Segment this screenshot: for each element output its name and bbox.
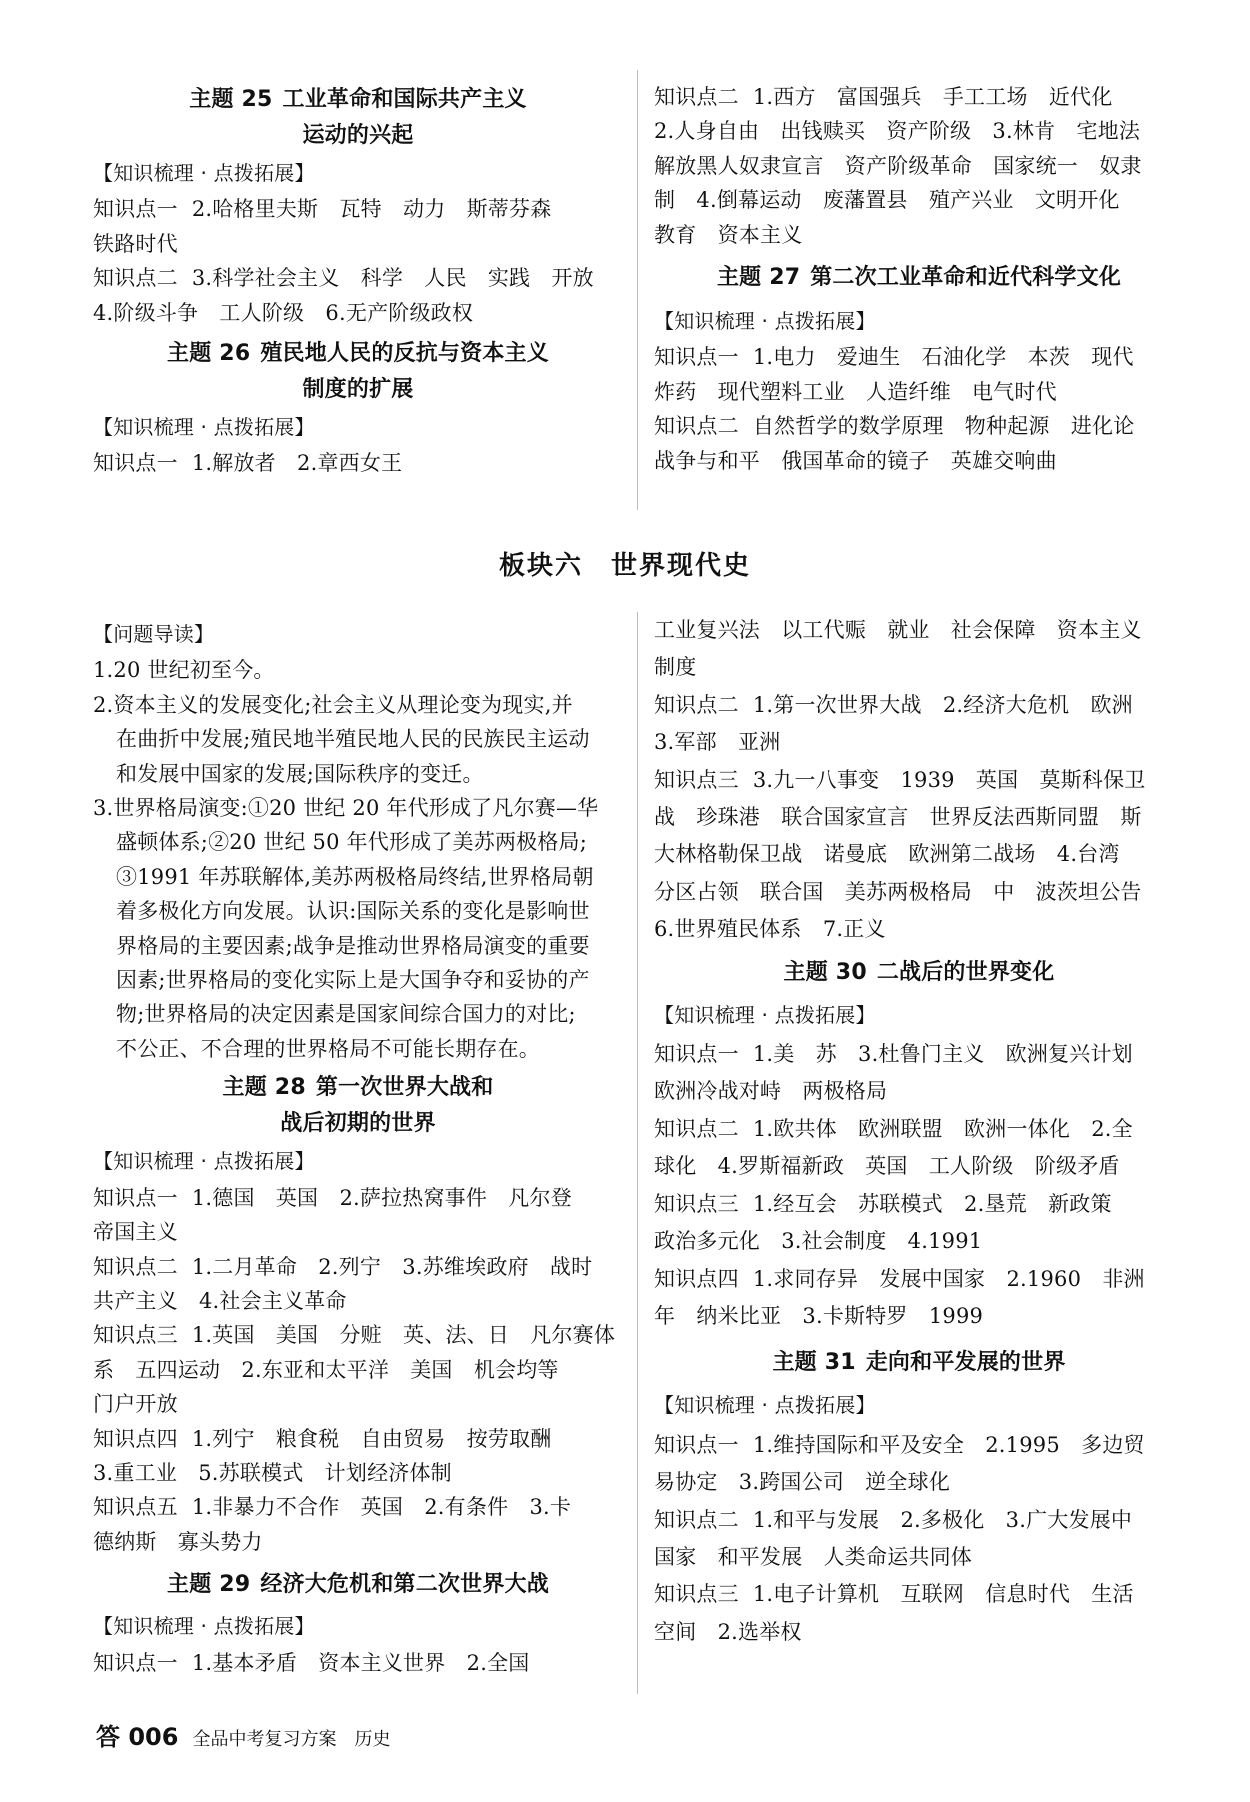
knowledge-point: 知识点二 1.欧共体 欧洲联盟 欧洲一体化 2.全 [654,1116,1133,1141]
knowledge-point: 知识点四 1.求同存异 发展中国家 2.1960 非洲 [654,1266,1145,1291]
knowledge-point: 知识点二 自然哲学的数学原理 物种起源 进化论 [654,414,1135,439]
knowledge-point: 知识点一 2.哈格里夫斯 瓦特 动力 斯蒂芬森 [93,197,552,222]
book-title: 全品中考复习方案 历史 [192,1729,391,1750]
knowledge-point: 知识点一 1.电力 爱迪生 石油化学 本茨 现代 [654,345,1134,370]
topic-25-title: 主题 25 工业革命和国际共产主义 运动的兴起 [189,87,527,148]
column-divider [637,70,638,510]
knowledge-point: 知识点一 1.维持国际和平及安全 2.1995 多边贸 [654,1432,1145,1457]
topic-26-title: 主题 26 殖民地人民的反抗与资本主义 制度的扩展 [167,341,549,403]
knowledge-point: 知识点一 1.德国 英国 2.萨拉热窝事件 凡尔登 [93,1185,572,1210]
knowledge-point: 知识点一 1.基本矛盾 资本主义世界 2.全国 [93,1650,530,1675]
section-heading: 【问题导读】 [93,622,215,646]
knowledge-point: 知识点三 1.经互会 苏联模式 2.垦荒 新政策 [654,1191,1112,1216]
section-heading: 【知识梳理 · 点拨拓展】 [654,1002,876,1027]
column-divider [637,612,638,1694]
page-number: 答 006 [96,1723,179,1751]
topic-number: 主题 31 [772,1350,856,1376]
section-heading: 【知识梳理 · 点拨拓展】 [93,1614,315,1639]
section-heading: 【知识梳理 · 点拨拓展】 [93,415,315,440]
knowledge-point: 知识点二 3.科学社会主义 科学 人民 实践 开放 [93,266,594,291]
section-heading: 【知识梳理 · 点拨拓展】 [654,1393,876,1418]
top-left-column: 主题 25 工业革命和国际共产主义 运动的兴起 【知识梳理 · 点拨拓展】 知识点一 2.哈格里夫斯 瓦特 动力 斯蒂芬森 铁路时代 知识点二 3.科学社会主义 科学 人民 实践 开放 4.阶级斗争 工人阶级 6.无产阶级政权 主题 26 殖民地人民的反抗与资本主义 制度的扩展 【知识梳理 · 点拨拓展】 知识点一 1.解放者 2.章西女王 [93,78,623,481]
top-right-column: 知识点二 1.西方 富国强兵 手工工场 近代化 2.人身自由 出钱赎买 资产阶级 3.林肯 宅地法 解放黑人奴隶宣言 资产阶级革命 国家统一 奴隶 制 4.倒幕运动 废藩置县 殖产兴业 文明开化 教育 资本主义 主题 27 第二次工业革命和近代科学文化 【知识梳理 · 点拨拓展】 知识点一 1.电力 爱迪生 石油化学 本茨 现代 炸药 现代塑料工业 人造纤维 电气时代 知识点二 自然哲学的数学原理 物种起源 进化论 战争与和平 俄国革命的镜子 英雄交响曲 [654,80,1184,478]
page-footer [96,1717,390,1752]
block-title: 板块六 世界现代史 [498,551,751,581]
knowledge-point: 知识点二 1.和平与发展 2.多极化 3.广大发展中 [654,1507,1133,1532]
section-heading: 【知识梳理 · 点拨拓展】 [93,1149,315,1174]
topic-number: 主题 27 [716,265,801,291]
knowledge-point: 知识点二 1.二月革命 2.列宁 3.苏维埃政府 战时 [93,1254,593,1279]
bottom-right-column: 工业复兴法 以工代赈 就业 社会保障 资本主义 制度 知识点二 1.第一次世界大战 2.经济大危机 欧洲 3.军部 亚洲 知识点三 3.九一八事变 1939 英国 莫斯科保卫 战 珍珠港 联合国家宣言 世界反法西斯同盟 斯 大林格勒保卫战 诺曼底 欧洲第二战场 4.台湾 分区占领 联合国 美苏两极格局 中 波茨坦公告 6.世界殖民体系 7.正义 主题 30 二战后的世界变化 【知识梳理 · 点拨拓展】 知识点一 1.美 苏 3.杜鲁门主义 欧洲复兴计划 欧洲冷战对峙 两极格局 知识点二 1.欧共体 欧洲联盟 欧洲一体化 2.全 球化 4.罗斯福新政 英国 工人阶级 阶级矛盾 知识点三 1.经互会 苏联模式 2.垦荒 新政策 政治多元化 3.社会制度 4.1991 知识点四 1.求同存异 发展中国家 2.1960 非洲 年 纳米比亚 3.卡斯特罗 1999 主题 31 走向和平发展的世界 【知识梳理 · 点拨拓展】 知识点一 1.维持国际和平及安全 2.1995 多边贸 易协定 3.跨国公司 逆全球化 知识点二 1.和平与发展 2.多极化 3.广大发展中 国家 和平发展 人类命运共同体 知识点三 1.电子计算机 互联网 信息时代 生活 空间 2.选举权 [654,612,1184,1651]
topic-28-title: 主题 28 第一次世界大战和 战后初期的世界 [222,1075,494,1137]
section-heading: 【知识梳理 · 点拨拓展】 [93,161,315,185]
topic-number: 主题 30 [783,959,867,985]
topic-number: 主题 29 [167,1572,251,1598]
topic-31-title: 主题 31 走向和平发展的世界 [772,1350,1066,1376]
knowledge-point: 知识点一 1.美 苏 3.杜鲁门主义 欧洲复兴计划 [654,1042,1133,1067]
knowledge-point: 知识点三 1.电子计算机 互联网 信息时代 生活 [654,1582,1134,1607]
knowledge-point: 知识点二 1.第一次世界大战 2.经济大危机 欧洲 [654,692,1133,717]
knowledge-point: 知识点五 1.非暴力不合作 英国 2.有条件 3.卡 [93,1495,572,1520]
topic-number: 主题 25 [189,87,273,112]
topic-30-title: 主题 30 二战后的世界变化 [783,959,1055,985]
knowledge-point: 知识点三 3.九一八事变 1939 英国 莫斯科保卫 [654,767,1146,792]
knowledge-point: 知识点一 1.解放者 2.章西女王 [93,451,403,476]
knowledge-point: 知识点三 1.英国 美国 分赃 英、法、日 凡尔赛体 [93,1323,616,1348]
knowledge-point: 知识点二 1.西方 富国强兵 手工工场 近代化 [654,85,1113,109]
knowledge-point: 知识点四 1.列宁 粮食税 自由贸易 按劳取酬 [93,1426,552,1451]
topic-27-title: 主题 27 第二次工业革命和近代科学文化 [716,265,1122,291]
topic-29-title: 主题 29 经济大危机和第二次世界大战 [167,1572,549,1598]
section-heading: 【知识梳理 · 点拨拓展】 [654,309,876,334]
bottom-left-column: 【问题导读】 1.20 世纪初至今。 2.资本主义的发展变化;社会主义从理论变为现实,并 在曲折中发展;殖民地半殖民地人民的民族民主运动 和发展中国家的发展;国际秩序的变迁。 3.世界格局演变:①20 世纪 20 年代形成了凡尔赛—华 盛顿体系;②20 世纪 50 年代形成了美苏两极格局; ③1991 年苏联解体,美苏两极格局终结,世界格局朝 着多极化方向发展。认识:国际关系的变化是影响世 界格局的主要因素;战争是推动世界格局演变的重要 因素;世界格局的变化实际上是大国争夺和妥协的产 物;世界格局的决定因素是国家间综合国力的对比; 不公正、不合理的世界格局不可能长期存在。 主题 28 第一次世界大战和 战后初期的世界 【知识梳理 · 点拨拓展】 知识点一 1.德国 英国 2.萨拉热窝事件 凡尔登 帝国主义 知识点二 1.二月革命 2.列宁 3.苏维埃政府 战时 共产主义 4.社会主义革命 知识点三 1.英国 美国 分赃 英、法、日 凡尔赛体 系 五四运动 2.东亚和太平洋 美国 机会均等 门户开放 知识点四 1.列宁 粮食税 自由贸易 按劳取酬 3.重工业 5.苏联模式 计划经济体制 知识点五 1.非暴力不合作 英国 2.有条件 3.卡 德纳斯 寡头势力 主题 29 经济大危机和第二次世界大战 【知识梳理 · 点拨拓展】 知识点一 1.基本矛盾 资本主义世界 2.全国 [93,615,623,1680]
topic-number: 主题 28 [222,1075,306,1101]
topic-number: 主题 26 [167,341,251,367]
